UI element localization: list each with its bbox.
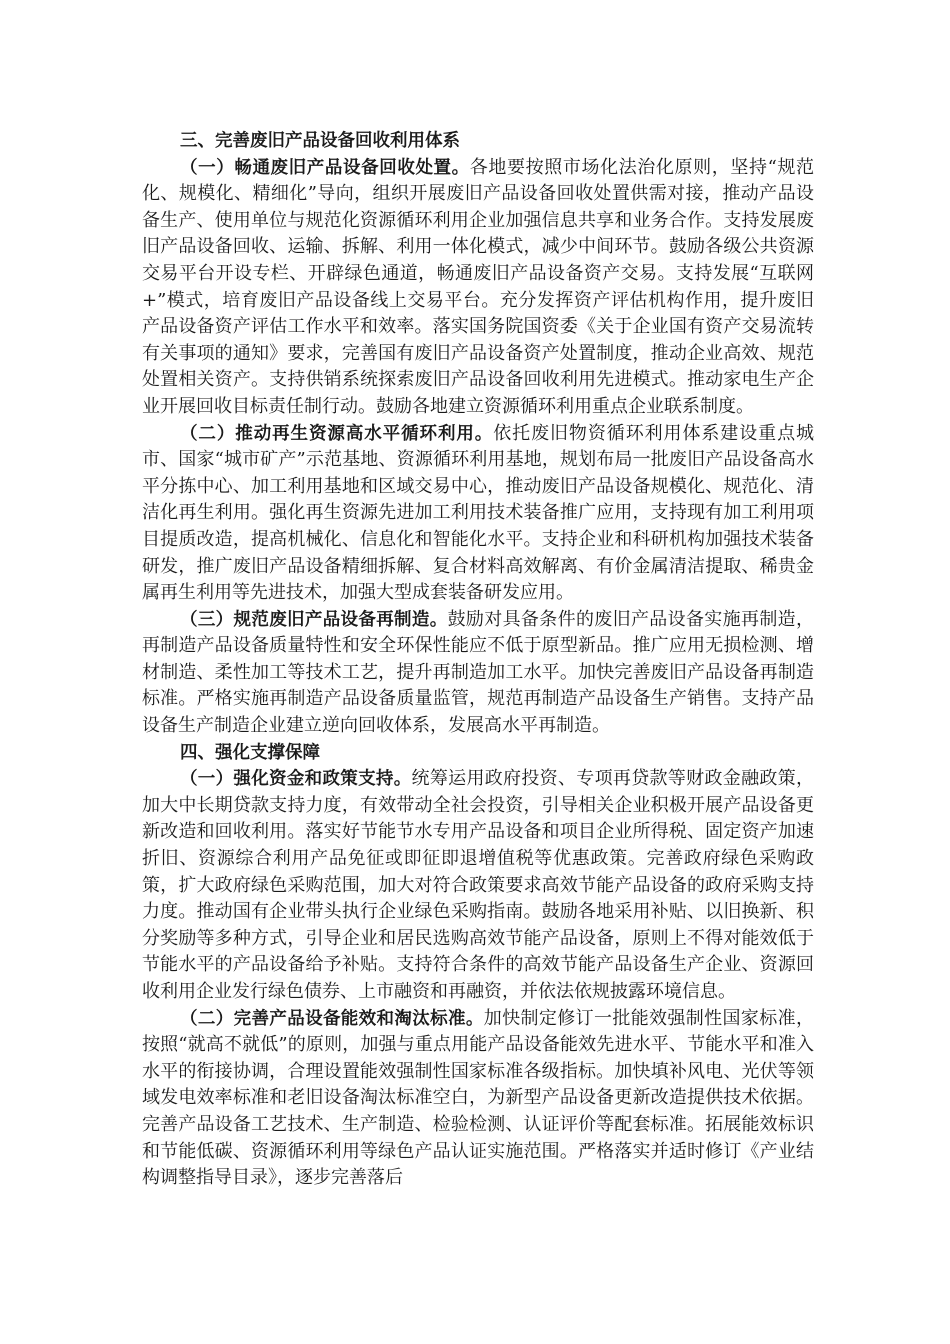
paragraph-body: 依托废旧物资循环利用体系建设重点城市、国家“城市矿产”示范基地、资源循环利用基地，规划布局一批废旧产品设备高水平分拣中心、加工利用基地和区域交易中心，推动废旧产品设备规模化、规范化、清洁化再生利用。强化再生资源先进加工利用技术装备推广应用，支持现有加工利用项目提质改造，提高机械化、信息化和智能化水平。支持企业和科研机构加强技术装备研发，推广废旧产品设备精细拆解、复合材料高效解离、有价金属清洁提取、稀贵金属再生利用等先进技术，加强大型成套装备研发应用。 [142, 422, 815, 604]
document-page [142, 128, 814, 1192]
section-heading: 四、强化支撑保障 [180, 742, 320, 763]
paragraph [142, 421, 814, 607]
paragraph-body: 鼓励对具备条件的废旧产品设备实施再制造，再制造产品设备质量特性和安全环保性能应不低于原型新品。推广应用无损检测、增材制造、柔性加工等技术工艺，提升再制造加工水平。加快完善废旧产品设备再制造标准。严格实施再制造产品设备质量监管，规范再制造产品设备生产销售。支持产品设备生产制造企业建立逆向回收体系，发展高水平再制造。 [142, 608, 815, 737]
paragraph [142, 607, 814, 740]
paragraph-lead: （三）规范废旧产品设备再制造。 [180, 609, 448, 630]
paragraph-lead: （二）完善产品设备能效和淘汰标准。 [180, 1008, 484, 1029]
paragraph [142, 155, 814, 421]
paragraph [142, 766, 814, 1005]
paragraph-body: 加快制定修订一批能效强制性国家标准，按照“就高不就低”的原则，加强与重点用能产品设备能效先进水平、节能水平和准入水平的衔接协调，合理设置能效强制性国家标准各级指标。加快填补风电、光伏等领域发电效率标准和老旧设备淘汰标准空白，为新型产品设备更新改造提供技术依据。完善产品设备工艺技术、生产制造、检验检测、认证评价等配套标准。拓展能效标识和节能低碳、资源循环利用等绿色产品认证实施范围。严格落实并适时修订《产业结构调整指导目录》，逐步完善落后 [142, 1007, 814, 1189]
paragraph-body: 各地要按照市场化法治化原则，坚持“规范化、规模化、精细化”导向，组织开展废旧产品设备回收处置供需对接，推动产品设备生产、使用单位与规范化资源循环利用企业加强信息共享和业务合作。支持发展废旧产品设备回收、运输、拆解、利用一体化模式，减少中间环节。鼓励各级公共资源交易平台开设专栏、开辟绿色通道，畅通废旧产品设备资产交易。支持发展“互联网+”模式，培育废旧产品设备线上交易平台。充分发挥资产评估机构作用，提升废旧产品设备资产评估工作水平和效率。落实国务院国资委《关于企业国有资产交易流转有关事项的通知》要求，完善国有废旧产品设备资产处置制度，推动企业高效、规范处置相关资产。支持供销系统探索废旧产品设备回收利用先进模式。推动家电生产企业开展回收目标责任制行动。鼓励各地建立资源循环利用重点企业联系制度。 [142, 156, 815, 417]
paragraph-lead: （一）畅通废旧产品设备回收处置。 [180, 157, 470, 178]
paragraph [142, 1006, 814, 1192]
section-4 [142, 740, 814, 1192]
paragraph-body: 统筹运用政府投资、专项再贷款等财政金融政策，加大中长期贷款支持力度，有效带动全社会投资，引导相关企业积极开展产品设备更新改造和回收利用。落实好节能节水专用产品设备和项目企业所得税、固定资产加速折旧、资源综合利用产品免征或即征即退增值税等优惠政策。完善政府绿色采购政策，扩大政府绿色采购范围，加大对符合政策要求高效节能产品设备的政府采购支持力度。推动国有企业带头执行企业绿色采购指南。鼓励各地采用补贴、以旧换新、积分奖励等多种方式，引导企业和居民选购高效节能产品设备，原则上不得对能效低于节能水平的产品设备给予补贴。支持符合条件的高效节能产品设备生产企业、资源回收利用企业发行绿色债券、上市融资和再融资，并依法依规披露环境信息。 [142, 768, 814, 1002]
section-heading: 三、完善废旧产品设备回收利用体系 [180, 131, 460, 151]
paragraph-lead: （二）推动再生资源高水平循环利用。 [180, 423, 494, 444]
section-3 [142, 128, 814, 740]
paragraph-lead: （一）强化资金和政策支持。 [180, 769, 412, 790]
